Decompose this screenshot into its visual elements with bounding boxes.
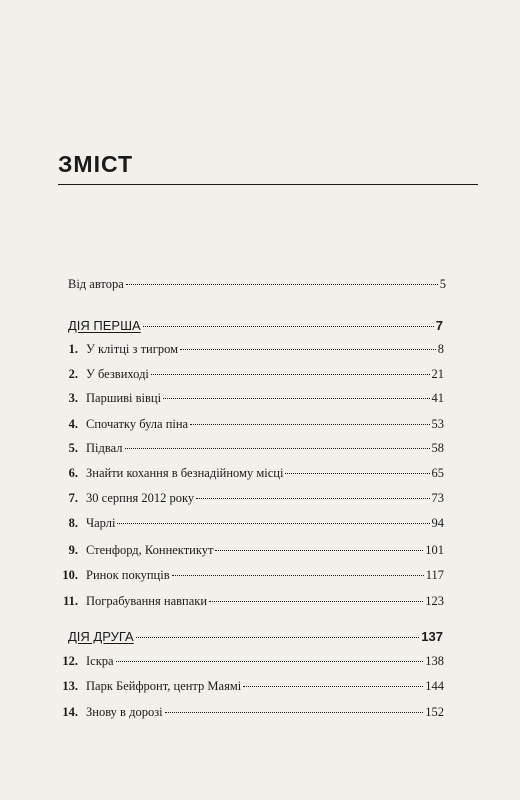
toc-entry-label: Від автора (68, 277, 124, 291)
page-title: ЗМІСТ (58, 151, 134, 177)
dot-leader (285, 473, 429, 474)
chapter-title: Знову в дорозі (86, 705, 163, 719)
chapter-title: Чарлі (86, 516, 116, 530)
toc-chapter[interactable] (58, 516, 444, 531)
dot-leader (136, 637, 420, 638)
chapter-number: 10. (62, 568, 78, 582)
chapter-number: 12. (62, 654, 78, 668)
chapter-title: Спочатку була піна (86, 417, 189, 431)
chapter-title: Паршиві вівці (86, 391, 162, 405)
toc-chapter[interactable] (58, 391, 444, 406)
chapter-page: 138 (425, 654, 444, 668)
dot-leader (163, 398, 429, 399)
dot-leader (172, 575, 424, 576)
chapter-title: Стенфорд, Коннектикут (86, 543, 214, 557)
dot-leader (190, 424, 429, 425)
dot-leader (215, 550, 423, 551)
toc-chapter[interactable] (58, 705, 444, 720)
dot-leader (209, 601, 423, 602)
chapter-number: 13. (62, 679, 78, 693)
chapter-title: Парк Бейфронт, центр Маямі (86, 679, 242, 693)
chapter-number: 9. (68, 543, 78, 557)
dot-leader (151, 374, 430, 375)
dot-leader (180, 349, 436, 350)
chapter-number: 4. (68, 417, 78, 431)
dot-leader (125, 448, 430, 449)
toc-chapter[interactable] (58, 654, 444, 669)
chapter-number: 8. (68, 516, 78, 530)
toc-section-part-one[interactable] (68, 318, 443, 333)
dot-leader (196, 498, 429, 499)
dot-leader (243, 686, 423, 687)
toc-chapter[interactable] (58, 342, 444, 357)
toc-chapter[interactable] (58, 543, 444, 558)
chapter-title: 30 серпня 2012 року (86, 491, 195, 505)
chapter-page: 123 (425, 594, 444, 608)
dot-leader (126, 284, 438, 285)
dot-leader (165, 712, 424, 713)
chapter-page: 144 (425, 679, 444, 693)
chapter-page: 117 (425, 568, 444, 582)
chapter-title: У безвиході (86, 367, 149, 381)
toc-entry-page: 5 (439, 277, 446, 291)
chapter-number: 3. (68, 391, 78, 405)
chapter-page: 73 (431, 491, 444, 505)
chapter-page: 58 (431, 441, 444, 455)
chapter-title: Підвал (86, 441, 123, 455)
chapter-number: 6. (68, 466, 78, 480)
dot-leader (116, 661, 424, 662)
chapter-number: 7. (68, 491, 78, 505)
toc-chapter[interactable] (58, 441, 444, 456)
chapter-page: 65 (431, 466, 444, 480)
chapter-title: Іскра (86, 654, 114, 668)
chapter-page: 8 (437, 342, 444, 356)
chapter-title: Знайти кохання в безнадійному місці (86, 466, 284, 480)
chapter-page: 21 (431, 367, 444, 381)
toc-entry-author[interactable] (68, 277, 446, 292)
toc-chapter[interactable] (58, 367, 444, 382)
chapter-title: У клітці з тигром (86, 342, 179, 356)
chapter-number: 14. (62, 705, 78, 719)
toc-section-page: 137 (421, 629, 443, 644)
chapter-number: 2. (68, 367, 78, 381)
chapter-number: 1. (68, 342, 78, 356)
chapter-page: 152 (425, 705, 444, 719)
dot-leader (117, 523, 429, 524)
chapter-title: Пограбування навпаки (86, 594, 208, 608)
toc-chapter[interactable] (58, 417, 444, 432)
toc-section-page: 7 (435, 318, 443, 333)
chapter-page: 101 (425, 543, 444, 557)
dot-leader (143, 326, 434, 327)
toc-chapter[interactable] (58, 568, 444, 583)
toc-chapter[interactable] (58, 594, 444, 609)
chapter-page: 94 (431, 516, 444, 530)
chapter-page: 41 (431, 391, 444, 405)
toc-section-part-two[interactable] (68, 629, 443, 644)
chapter-page: 53 (431, 417, 444, 431)
toc-section-label: ДІЯ ДРУГА (68, 629, 134, 644)
chapter-number: 5. (68, 441, 78, 455)
toc-chapter[interactable] (58, 466, 444, 481)
toc-section-label: ДІЯ ПЕРША (68, 318, 141, 333)
chapter-title: Ринок покупців (86, 568, 170, 582)
chapter-number: 11. (63, 594, 78, 608)
toc-chapter[interactable] (58, 491, 444, 506)
toc-chapter[interactable] (58, 679, 444, 694)
